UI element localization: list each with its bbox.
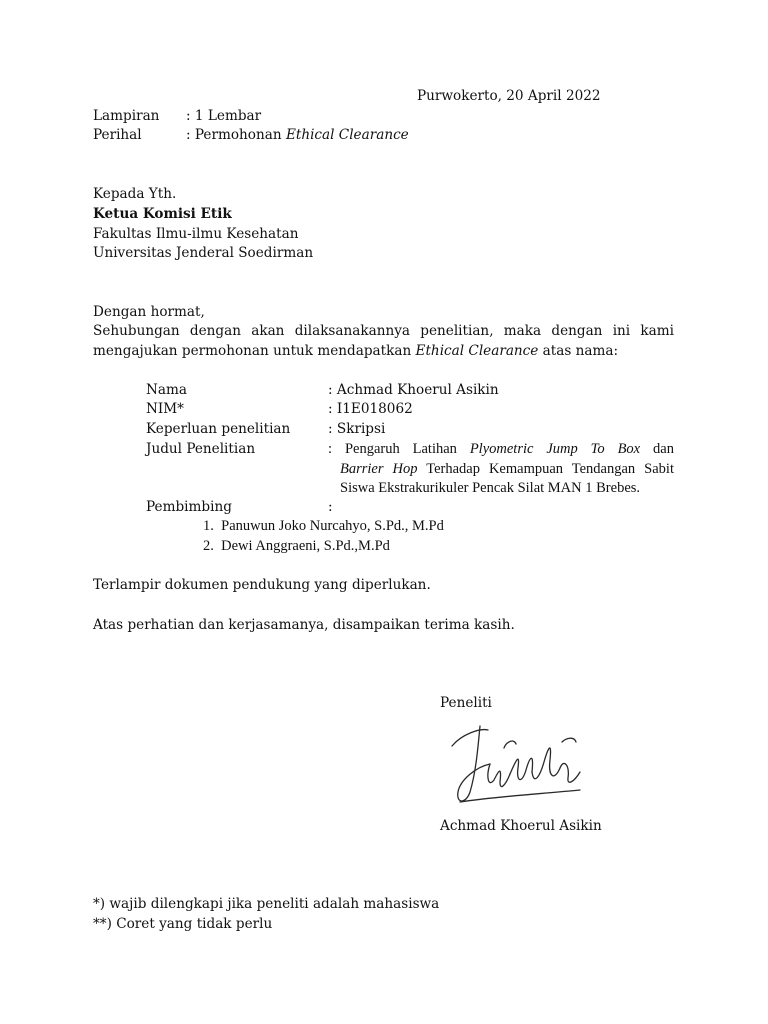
purpose-label: Keperluan penelitian xyxy=(146,421,291,437)
supervisor-num: 2. xyxy=(203,538,214,554)
research-title-2b: Terhadap Kemampuan Tendangan Sabit xyxy=(417,461,674,477)
supervisor-colon: : xyxy=(328,499,333,515)
supervisor-item xyxy=(203,517,444,537)
signer-role: Peneliti xyxy=(440,695,492,711)
name-value: : Achmad Khoerul Asikin xyxy=(328,382,499,398)
recipient-greeting: Kepada Yth. xyxy=(93,186,177,202)
nim-label: NIM* xyxy=(146,401,184,417)
recipient-university: Universitas Jenderal Soedirman xyxy=(93,245,314,261)
subject-value xyxy=(186,126,409,146)
research-title-line-3: Siswa Ekstrakurikuler Pencak Silat MAN 1 Brebes. xyxy=(340,480,641,496)
research-title-2-italic: Barrier Hop xyxy=(340,461,418,477)
supervisor-name: Dewi Anggraeni, S.Pd.,M.Pd xyxy=(221,538,390,554)
research-title-1-italic: Plyometric Jump To Box xyxy=(469,441,641,457)
subject-value-prefix: : Permohonan xyxy=(186,127,286,143)
body-line-2-italic: Ethical Clearance xyxy=(415,343,539,359)
footnote-2: **) Coret yang tidak perlu xyxy=(93,916,273,932)
research-title-1b: dan xyxy=(640,441,674,457)
purpose-value: : Skripsi xyxy=(328,421,386,437)
research-title-line-2 xyxy=(340,460,674,480)
attachment-value: : 1 Lembar xyxy=(186,108,262,124)
handwritten-signature xyxy=(440,712,590,812)
body-line-2 xyxy=(93,342,618,362)
research-title-1a: : Pengaruh Latihan xyxy=(328,441,470,457)
footnote-1: *) wajib dilengkapi jika peneliti adalah mahasiswa xyxy=(93,896,440,912)
salutation: Dengan hormat, xyxy=(93,304,205,320)
name-label: Nama xyxy=(146,382,187,398)
recipient-title: Ketua Komisi Etik xyxy=(93,206,232,222)
recipient-faculty: Fakultas Ilmu-ilmu Kesehatan xyxy=(93,226,299,242)
letter-date: Purwokerto, 20 April 2022 xyxy=(417,88,601,104)
subject-value-italic: Ethical Clearance xyxy=(285,127,409,143)
research-title-line-1 xyxy=(328,440,674,460)
attachment-note: Terlampir dokumen pendukung yang diperlukan. xyxy=(93,577,431,593)
nim-value: : I1E018062 xyxy=(328,401,413,417)
supervisor-num: 1. xyxy=(203,518,214,534)
research-title-label: Judul Penelitian xyxy=(146,441,256,457)
attachment-label: Lampiran xyxy=(93,108,160,124)
body-line-2-prefix: mengajukan permohonan untuk mendapatkan xyxy=(93,343,416,359)
body-line-1: Sehubungan dengan akan dilaksanakannya penelitian, maka dengan ini kami xyxy=(93,323,674,339)
signer-name: Achmad Khoerul Asikin xyxy=(440,818,602,834)
subject-label: Perihal xyxy=(93,127,142,143)
supervisor-label: Pembimbing xyxy=(146,499,232,515)
body-line-2-suffix: atas nama: xyxy=(538,343,619,359)
thanks-line: Atas perhatian dan kerjasamanya, disampaikan terima kasih. xyxy=(93,617,515,633)
supervisor-item xyxy=(203,537,390,557)
supervisor-name: Panuwun Joko Nurcahyo, S.Pd., M.Pd xyxy=(221,518,444,534)
